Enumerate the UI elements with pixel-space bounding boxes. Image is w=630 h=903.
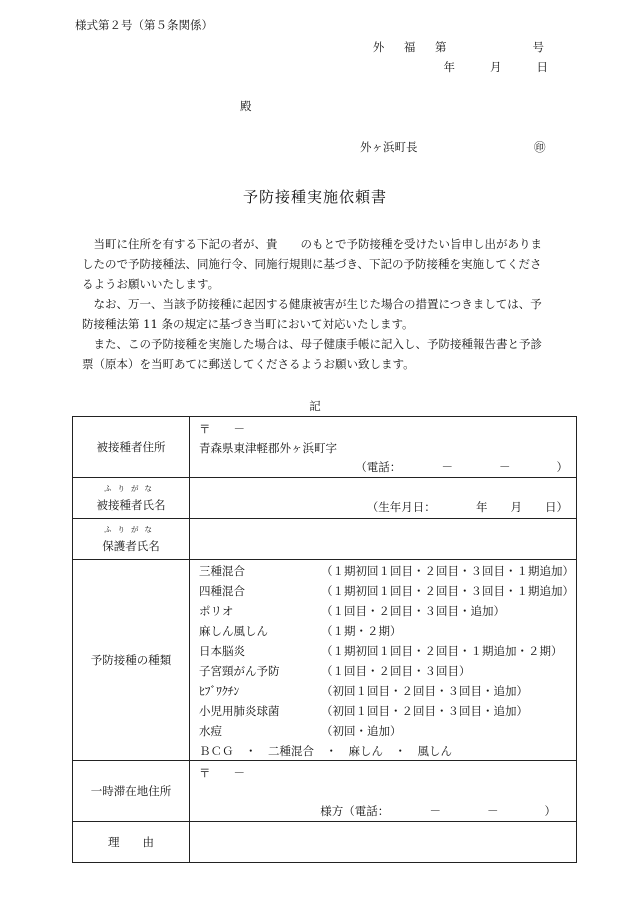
vaccine-name[interactable]: 日本脳炎: [199, 644, 245, 658]
vaccine-doses[interactable]: （１期初回１回目・２回目・３回目・１期追加）: [321, 564, 574, 578]
vaccine-name[interactable]: ポリオ: [199, 604, 234, 618]
row-reason: [73, 822, 577, 863]
guardian-name-field[interactable]: [199, 519, 568, 559]
prefecture-text: 青森県東津軽郡外ヶ浜町字: [199, 441, 337, 455]
vaccine-doses[interactable]: （１期初回１回目・２回目・１期追加・２期）: [321, 644, 563, 658]
label-temp-address: [73, 761, 190, 821]
phone-line: 様方（電話： － － ）: [320, 804, 556, 818]
label-patient-address: [73, 417, 190, 477]
label-text: 被接種者氏名: [96, 498, 166, 512]
row-vaccine-types: [73, 560, 577, 761]
vaccine-options-line[interactable]: ＢＣＧ ・ 二種混合 ・ 麻しん ・ 風しん: [199, 744, 452, 758]
postal-code-mark: 〒 －: [199, 766, 245, 780]
vaccine-name[interactable]: ﾋﾌﾞﾜｸﾁﾝ: [199, 684, 240, 698]
ki-heading: 記: [309, 399, 321, 413]
vaccine-doses[interactable]: （１期初回１回目・２回目・３回目・１期追加）: [321, 584, 574, 598]
phone-line: （電話： － － ）: [355, 460, 568, 474]
vaccine-doses[interactable]: （初回１回目・２回目・３回目・追加）: [321, 704, 528, 718]
vaccine-name[interactable]: 四種混合: [199, 584, 245, 598]
date-line: 年 月 日: [443, 60, 552, 74]
vaccine-name[interactable]: 水痘: [199, 724, 222, 738]
vaccine-doses[interactable]: （初回・追加）: [321, 724, 402, 738]
paragraph-3: また、この予防接種を実施した場合は、母子健康手帳に記入し、予防接種報告書と予診票（原本）を当町あてに郵送してくださるようお願い致します。: [82, 337, 542, 371]
label-text: 一時滞在地住所: [90, 784, 172, 798]
details-table: [72, 416, 577, 863]
label-text: 被接種者住所: [96, 440, 166, 454]
form-number: 様式第２号（第５条関係）: [75, 18, 213, 32]
postal-code-mark: 〒 －: [199, 422, 245, 436]
label-text: 予防接種の種類: [90, 653, 172, 667]
vaccine-list: [199, 560, 574, 760]
vaccine-doses[interactable]: （１回目・２回目・３回目・追加）: [321, 604, 505, 618]
vaccine-name[interactable]: 麻しん風しん: [199, 624, 268, 638]
furigana-label: ふりがな: [104, 525, 158, 534]
paragraph-1: 当町に住所を有する下記の者が、貴 のもとで予防接種を受けたい旨申し出がありましたので予防接種法、同施行令、同施行規則に基づき、下記の予防接種を実施してくださるようお願いいたします。: [82, 237, 542, 291]
vaccine-name[interactable]: 子宮頸がん予防: [199, 664, 280, 678]
seal-mark: ㊞: [534, 140, 546, 154]
birthdate-line: （生年月日： 年 月 日）: [366, 500, 568, 514]
row-patient-address: [73, 417, 577, 478]
row-patient-name: [73, 478, 577, 519]
addressee-honorific: 殿: [240, 99, 252, 113]
label-guardian-name: [73, 519, 190, 559]
vaccine-doses[interactable]: （初回１回目・２回目・３回目・追加）: [321, 684, 528, 698]
vaccine-name[interactable]: 小児用肺炎球菌: [199, 704, 280, 718]
vaccine-doses[interactable]: （１回目・２回目・３回目）: [321, 664, 471, 678]
reference-number-line: 外 福 第 号: [372, 40, 552, 54]
label-vaccine-types: [73, 560, 190, 760]
reason-field[interactable]: [199, 822, 568, 862]
sender-title: 外ヶ浜町長: [360, 140, 418, 154]
document-title: 予防接種実施依頼書: [242, 188, 387, 206]
label-patient-name: [73, 478, 190, 518]
vaccine-doses[interactable]: （１期・２期）: [321, 624, 402, 638]
request-body: [82, 234, 552, 374]
patient-name-field[interactable]: [199, 478, 568, 518]
label-text: 理 由: [108, 835, 154, 849]
label-text: 保護者氏名: [102, 539, 160, 553]
patient-address-field[interactable]: [199, 417, 568, 477]
row-temp-address: [73, 761, 577, 822]
paragraph-2: なお、万一、当該予防接種に起因する健康被害が生じた場合の措置につきましては、予防接種法第 11 条の規定に基づき当町において対応いたします。: [82, 297, 542, 331]
vaccine-name[interactable]: 三種混合: [199, 564, 245, 578]
row-guardian-name: [73, 519, 577, 560]
furigana-label: ふりがな: [104, 484, 158, 493]
temp-address-field[interactable]: [199, 761, 568, 821]
label-reason: [73, 822, 190, 862]
